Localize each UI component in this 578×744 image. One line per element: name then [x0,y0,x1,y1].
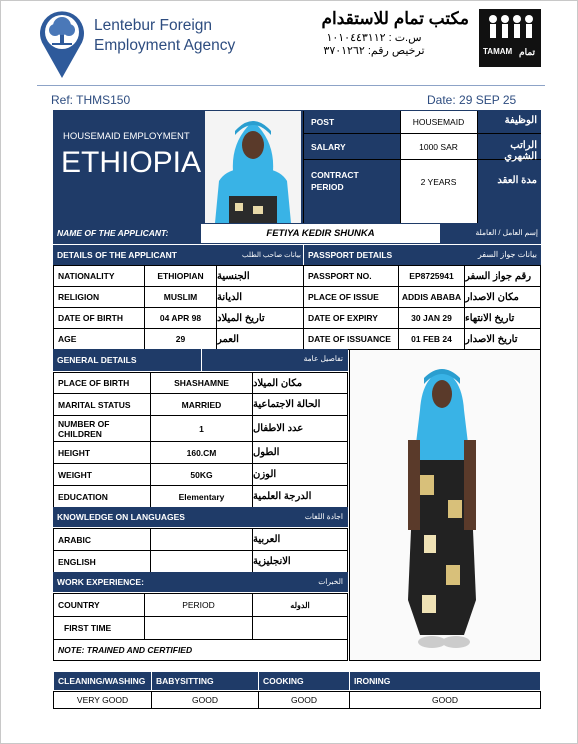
applicant-full-photo [349,349,541,661]
passport-field-ar: مكان الاصدار [464,286,541,308]
post-label: POST [311,117,335,127]
general-details-header-ar: تفاصيل عامة [303,354,343,363]
applicant-field-label: RELIGION [53,286,145,308]
general-field-value: 1 [150,415,253,442]
contract-label-1: CONTRACT [311,170,359,180]
language-label: ARABIC [53,528,151,551]
agency-arabic-cr: س.ت : ١٠١٠٤٤٣١١٢ [326,32,422,44]
language-level [150,550,253,573]
applicant-name-ar: إسم العامل / العاملة [475,228,538,237]
language-ar: الانجليزية [252,550,348,573]
salary-label: SALARY [311,142,346,152]
general-field-label: NUMBER OF CHILDREN [53,415,151,442]
general-field-value: Elementary [150,485,253,508]
work-experience-header-ar: الخبرات [318,577,343,586]
general-field-ar: الطول [252,441,348,464]
language-label: ENGLISH [53,550,151,573]
languages-header-ar: اجادة اللغات [304,512,343,521]
language-level [150,528,253,551]
general-field-label: MARITAL STATUS [53,393,151,416]
general-details-header: GENERAL DETAILS [57,355,137,365]
general-field-label: HEIGHT [53,441,151,464]
passport-field-ar: تاريخ الاصدار [464,328,541,350]
passport-field-label: PASSPORT NO. [303,265,399,287]
general-field-ar: الحالة الاجتماعية [252,393,348,416]
skill-header: COOKING [258,671,350,691]
skill-rating: GOOD [349,691,541,709]
applicant-field-value: MUSLIM [144,286,217,308]
reference-number: Ref: THMS150 [51,93,131,107]
location-pin-logo-icon [38,8,86,80]
agency-name-line2: Employment Agency [94,37,236,54]
details-header-ar: بيانات صاحب الطلب [241,252,301,259]
language-ar: العربية [252,528,348,551]
passport-field-value: EP8725941 [398,265,465,287]
experience-country-label: COUNTRY [53,593,145,617]
details-header: DETAILS OF THE APPLICANT [57,250,177,260]
skill-header: BABYSITTING [151,671,259,691]
applicant-field-ar: تاريخ الميلاد [216,307,304,329]
passport-field-value: 01 FEB 24 [398,328,465,350]
applicant-field-value: 04 APR 98 [144,307,217,329]
passport-field-ar: تاريخ الانتهاء [464,307,541,329]
skill-header: CLEANING/WASHING [53,671,152,691]
salary-ar: الراتب الشهري [504,140,537,162]
skill-rating: GOOD [258,691,350,709]
general-field-ar: الدرجة العلمية [252,485,348,508]
applicant-field-value: 29 [144,328,217,350]
general-field-label: WEIGHT [53,463,151,486]
passport-field-label: PLACE OF ISSUE [303,286,399,308]
country-title: ETHIOPIA [61,146,202,179]
passport-field-ar: رقم جواز السفر [464,265,541,287]
agency-arabic-license: ترخيص رقم: ٣٧٠١٢٦٢ [323,45,425,57]
applicant-portrait [205,111,301,223]
applicant-field-value: ETHIOPIAN [144,265,217,287]
general-field-ar: الوزن [252,463,348,486]
contract-label-2: PERIOD [311,182,344,192]
salary-value: 1000 SAR [419,142,458,152]
general-field-value: MARRIED [150,393,253,416]
note: NOTE: TRAINED AND CERTIFIED [53,639,348,661]
applicant-field-label: NATIONALITY [53,265,145,287]
experience-period-label: PERIOD [144,593,253,617]
passport-field-label: DATE OF ISSUANCE [303,328,399,350]
languages-header: KNOWLEDGE ON LANGUAGES [57,512,185,522]
applicant-name-label: NAME OF THE APPLICANT: [57,228,169,238]
skill-rating: VERY GOOD [53,691,152,709]
experience-country-ar: الدوله [252,593,348,617]
skill-rating: GOOD [151,691,259,709]
passport-header-ar: بيانات جواز السفر [477,250,537,259]
employment-type: HOUSEMAID EMPLOYMENT [63,131,190,142]
passport-field-label: DATE OF EXPIRY [303,307,399,329]
passport-header: PASSPORT DETAILS [308,250,393,260]
work-experience-header: WORK EXPERIENCE: [57,577,144,587]
post-value: HOUSEMAID [412,117,465,127]
people-icon [479,9,541,49]
general-field-value: SHASHAMNE [150,372,253,394]
contract-ar: مدة العقد [497,175,537,186]
general-field-value: 160.CM [150,441,253,464]
general-field-label: PLACE OF BIRTH [53,372,151,394]
general-field-value: 50KG [150,463,253,486]
experience-first-time: FIRST TIME [53,616,145,640]
tamam-logo-text: TAMAM [483,47,513,56]
post-ar: الوظيفة [504,115,537,126]
general-field-ar: مكان الميلاد [252,372,348,394]
applicant-field-ar: الجنسية [216,265,304,287]
applicant-field-ar: العمر [216,328,304,350]
applicant-name: FETIYA KEDIR SHUNKA [201,224,440,243]
general-field-ar: عدد الاطفال [252,415,348,442]
general-field-label: EDUCATION [53,485,151,508]
passport-field-value: ADDIS ABABA [398,286,465,308]
applicant-field-ar: الديانة [216,286,304,308]
agency-name-line1: Lentebur Foreign [94,17,213,34]
contract-value: 2 YEARS [420,177,457,187]
agency-arabic-name: مكتب تمام للاستقدام [321,9,469,28]
document-date: Date: 29 SEP 25 [427,93,517,107]
applicant-field-label: DATE OF BIRTH [53,307,145,329]
applicant-field-label: AGE [53,328,145,350]
tamam-logo-ar: تمام [519,47,536,57]
skill-header: IRONING [349,671,541,691]
passport-field-value: 30 JAN 29 [398,307,465,329]
tamam-logo [479,9,541,67]
